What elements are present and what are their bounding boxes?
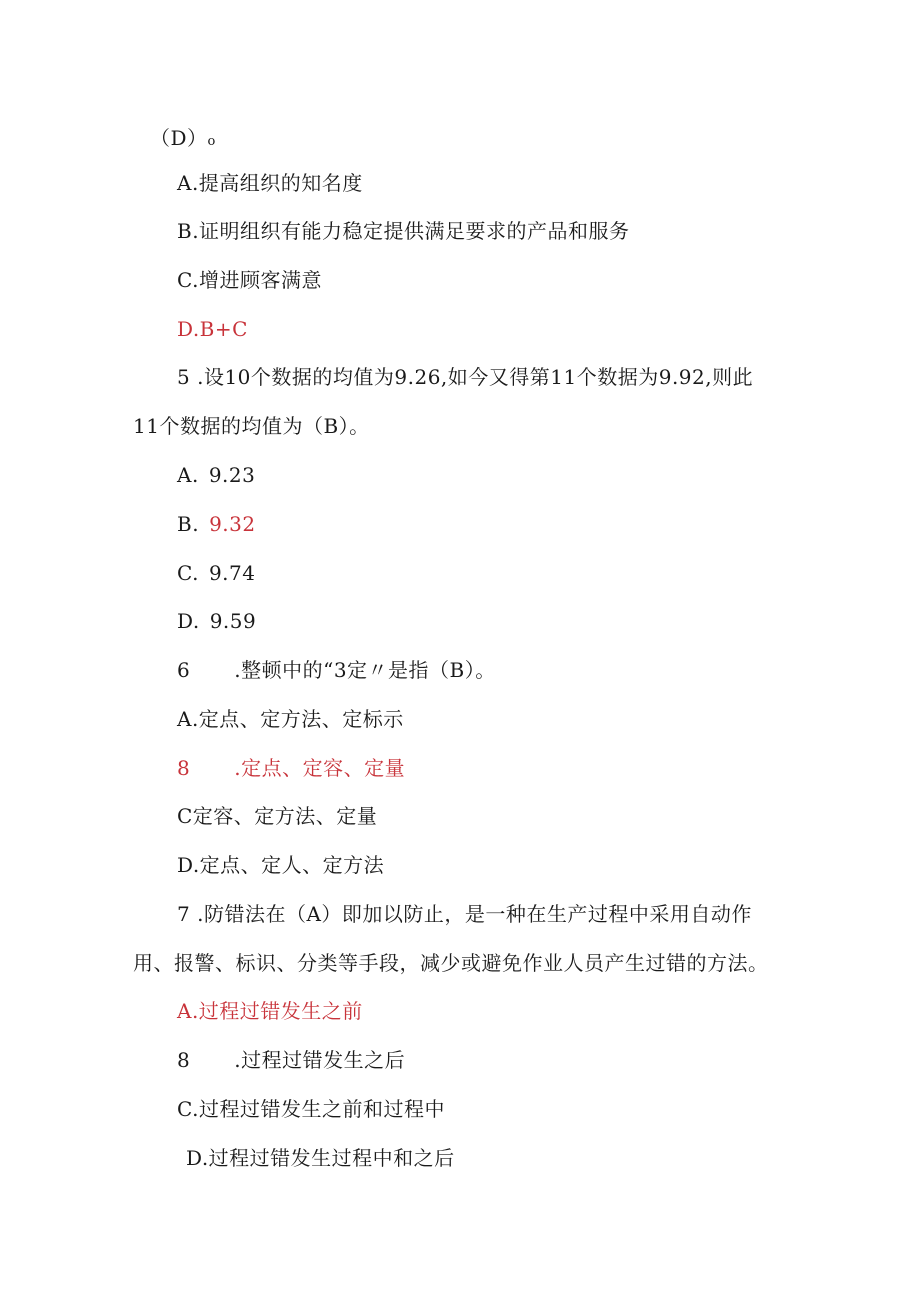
q7-option-b-number: 8 xyxy=(177,1048,191,1072)
q5-option-b-label: B. xyxy=(177,512,200,536)
q6-option-c: C定容、定方法、定量 xyxy=(177,804,378,828)
q7-option-b xyxy=(177,1047,405,1073)
q7-option-c: C.过程过错发生之前和过程中 xyxy=(177,1097,445,1121)
q5-option-c xyxy=(177,560,255,586)
q6-option-b-number: 8 xyxy=(177,756,191,780)
q5-option-b-value: 9.32 xyxy=(209,512,256,536)
q4-option-d: D.B+C xyxy=(177,317,248,341)
q4-option-c: C.增进顾客满意 xyxy=(177,268,322,292)
q5-option-a-value: 9.23 xyxy=(208,463,256,487)
q4-answer-tail xyxy=(150,125,216,155)
q7-option-d: D.过程过错发生过程中和之后 xyxy=(186,1146,455,1170)
q6-option-b xyxy=(177,755,405,781)
q7-option-b-text: .过程过错发生之后 xyxy=(234,1048,406,1072)
q5-option-d-value: 9.59 xyxy=(209,609,257,633)
q4-option-a: A.提高组织的知名度 xyxy=(177,171,363,195)
q5-question-line1: 5 .设10个数据的均值为9.26,如今又得第11个数据为9.92,则此 xyxy=(177,365,754,389)
q5-option-a-label: A. xyxy=(177,463,199,487)
q6-option-a: A.定点、定方法、定标示 xyxy=(177,707,404,731)
q6-option-b-text: .定点、定容、定量 xyxy=(234,756,406,780)
q7-option-a: A.过程过错发生之前 xyxy=(177,999,363,1023)
q6-number: 6 xyxy=(177,658,191,682)
q5-option-c-value: 9.74 xyxy=(208,561,256,585)
q4-answer-suffix: o xyxy=(207,134,216,149)
q5-option-d xyxy=(177,608,256,634)
q6-text: .整顿中的“3定〃是指（B）。 xyxy=(234,658,496,682)
q7-question-line2: 用、报警、标识、分类等手段，减少或避免作业人员产生过错的方法。 xyxy=(133,951,769,975)
q5-option-a xyxy=(177,462,255,488)
q5-option-d-label: D. xyxy=(177,609,200,633)
q4-answer-text: （D） xyxy=(150,126,208,150)
q6-question xyxy=(177,657,496,683)
q5-question-line2: 11个数据的均值为（B）。 xyxy=(133,414,370,438)
q5-option-c-label: C. xyxy=(177,561,199,585)
q5-option-b xyxy=(177,511,256,537)
q4-option-b: B.证明组织有能力稳定提供满足要求的产品和服务 xyxy=(177,219,630,243)
q6-option-d: D.定点、定人、定方法 xyxy=(177,853,385,877)
q7-question-line1: 7 .防错法在（A）即加以防止，是一种在生产过程中采用自动作 xyxy=(177,902,752,926)
